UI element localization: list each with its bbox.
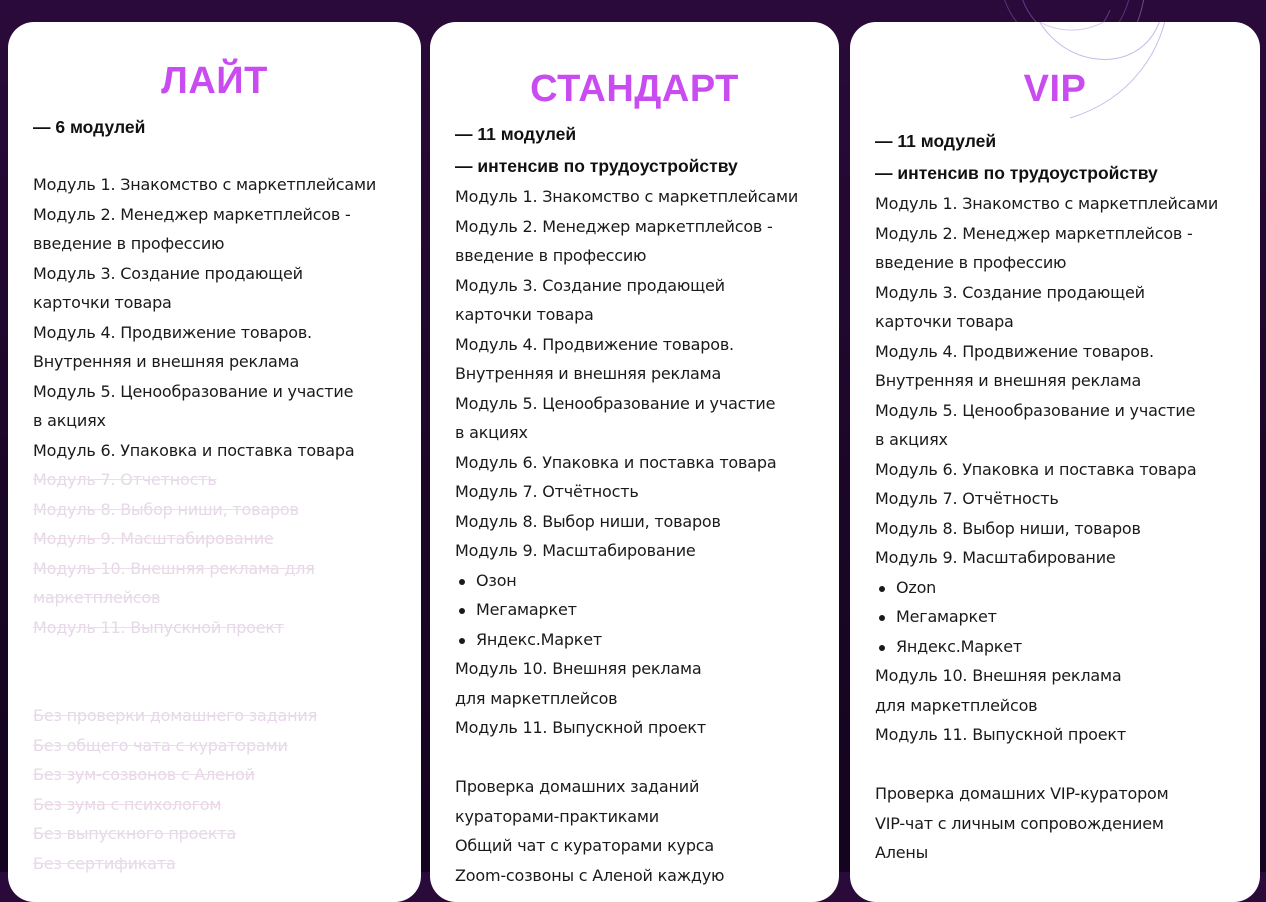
excluded-extra-item: Без выпускного проекта <box>33 824 237 843</box>
decorative-swirl <box>1010 22 1170 130</box>
module-item: Модуль 5. Ценообразование и участие <box>455 393 776 413</box>
module-item: Модуль 9. Масштабирование <box>875 548 1116 567</box>
module-item: Модуль 9. Масштабирование <box>455 541 696 560</box>
module-item: Модуль 2. Менеджер маркетплейсов - <box>33 204 351 224</box>
excluded-extra-item: Без общего чата с кураторами <box>33 735 288 755</box>
module-item: для маркетплейсов <box>875 695 1038 715</box>
module-item: Модуль 4. Продвижение товаров. <box>455 334 734 354</box>
marketplace-item: Мегамаркет <box>455 595 829 625</box>
marketplace-item: Ozon <box>875 573 1250 603</box>
feature-item: — интенсив по трудоустройству <box>875 163 1158 183</box>
module-item: Модуль 5. Ценообразование и участие <box>875 400 1196 420</box>
marketplace-item: Мегамаркет <box>875 602 1250 632</box>
feature-item: — 6 модулей <box>33 117 146 137</box>
plan-title: СТАНДАРТ <box>530 68 739 110</box>
marketplace-item: Озон <box>455 566 829 596</box>
module-item: Модуль 7. Отчётность <box>455 482 639 501</box>
module-item: Модуль 3. Создание продающей <box>33 263 303 283</box>
extra-item: Общий чат с кураторами курса <box>455 836 714 855</box>
excluded-module-item: Модуль 11. Выпускной проект <box>33 617 284 637</box>
excluded-module-item: маркетплейсов <box>33 588 161 607</box>
module-item: в акциях <box>33 411 106 430</box>
excluded-extra-item: Без зума с психологом <box>33 794 222 814</box>
extra-item: Проверка домашних заданий <box>455 777 700 796</box>
plan-card-standard <box>430 22 839 902</box>
module-item: Внутренняя и внешняя реклама <box>875 371 1142 390</box>
module-item: Модуль 3. Создание продающей <box>875 282 1145 302</box>
excluded-extra-item: Без проверки домашнего задания <box>33 706 318 725</box>
extra-item: кураторами-практиками <box>455 806 659 826</box>
module-item: Модуль 2. Менеджер маркетплейсов - <box>875 223 1193 243</box>
module-item: Модуль 6. Упаковка и поставка товара <box>875 459 1197 479</box>
module-item: для маркетплейсов <box>455 688 618 708</box>
plan-card-lite <box>8 22 421 902</box>
module-item: Модуль 1. Знакомство с маркетплейсами <box>875 194 1219 213</box>
module-item: Внутренняя и внешняя реклама <box>33 352 300 371</box>
module-item: Модуль 1. Знакомство с маркетплейсами <box>455 187 799 206</box>
module-item: Модуль 2. Менеджер маркетплейсов - <box>455 216 773 236</box>
module-item: введение в профессию <box>875 253 1067 272</box>
module-item: Модуль 8. Выбор ниши, товаров <box>455 511 721 531</box>
module-item: Внутренняя и внешняя реклама <box>455 364 722 383</box>
excluded-module-item: Модуль 9. Масштабирование <box>33 529 274 548</box>
module-item: Модуль 10. Внешняя реклама <box>875 666 1122 685</box>
excluded-module-item: Модуль 8. Выбор ниши, товаров <box>33 499 299 519</box>
module-item: в акциях <box>875 430 948 449</box>
excluded-module-item: Модуль 10. Внешняя реклама для <box>33 558 315 578</box>
plan-title: VIP <box>1023 68 1087 110</box>
module-item: карточки товара <box>875 312 1014 331</box>
module-item: Модуль 3. Создание продающей <box>455 275 725 295</box>
module-item: Модуль 7. Отчётность <box>875 489 1059 508</box>
extra-item: Алены <box>875 843 929 862</box>
extra-item: Проверка домашних VIP-куратором <box>875 784 1169 803</box>
module-item: Модуль 11. Выпускной проект <box>875 725 1126 744</box>
module-item: Модуль 1. Знакомство с маркетплейсами <box>33 175 377 194</box>
module-item: Модуль 6. Упаковка и поставка товара <box>33 440 355 460</box>
plan-card-vip <box>850 22 1260 902</box>
module-item: Модуль 11. Выпускной проект <box>455 718 706 737</box>
plan-title: ЛАЙТ <box>161 60 268 102</box>
module-item: Модуль 10. Внешняя реклама <box>455 659 702 678</box>
marketplace-item: Яндекс.Маркет <box>455 625 829 655</box>
module-item: Модуль 4. Продвижение товаров. <box>875 341 1154 361</box>
excluded-module-item: Модуль 7. Отчетность <box>33 470 217 489</box>
module-item: в акциях <box>455 423 528 442</box>
module-item: карточки товара <box>455 305 594 324</box>
module-item: Модуль 6. Упаковка и поставка товара <box>455 452 777 472</box>
module-item: карточки товара <box>33 293 172 312</box>
marketplace-item: Яндекс.Маркет <box>875 632 1250 662</box>
module-item: введение в профессию <box>455 246 647 265</box>
module-item: Модуль 5. Ценообразование и участие <box>33 381 354 401</box>
excluded-extra-item: Без сертификата <box>33 853 176 873</box>
module-item: Модуль 4. Продвижение товаров. <box>33 322 312 342</box>
module-item: введение в профессию <box>33 234 225 253</box>
feature-item: — интенсив по трудоустройству <box>455 156 738 176</box>
extra-item: Zoom-созвоны с Аленой каждую <box>455 865 725 885</box>
feature-item: — 11 модулей <box>455 124 577 144</box>
extra-item: VIP-чат с личным сопровождением <box>875 813 1164 833</box>
module-item: Модуль 8. Выбор ниши, товаров <box>875 518 1141 538</box>
feature-item: — 11 модулей <box>875 131 997 151</box>
excluded-extra-item: Без зум-созвонов с Аленой <box>33 765 255 784</box>
